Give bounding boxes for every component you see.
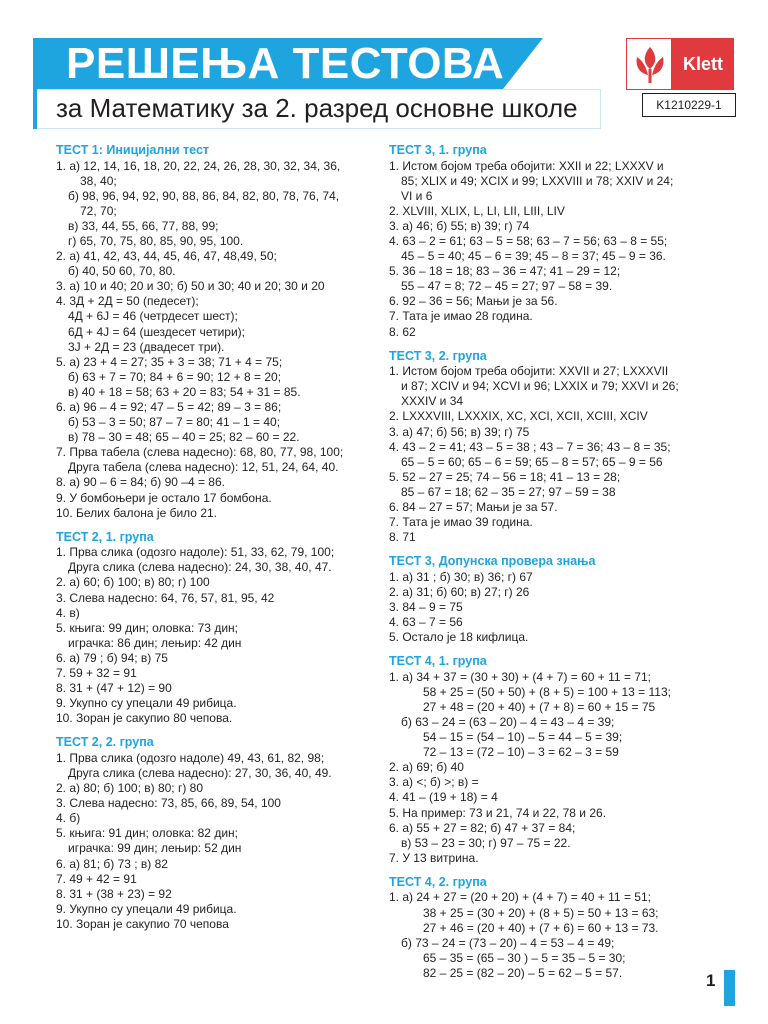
answer-line: 27 + 48 = (20 + 40) + (7 + 8) = 60 + 15 = 75 (423, 699, 656, 714)
test-section (56, 530, 396, 727)
answer-line: 55 – 47 = 8; 72 – 45 = 27; 97 – 58 = 39. (401, 279, 613, 294)
answer-line: 4. в) (56, 605, 80, 620)
answer-line: 7. Прва табела (слева надесно): 68, 80, 77, 98, 100; (56, 445, 344, 460)
title-banner-tail (503, 38, 543, 89)
klett-logo-mark (626, 38, 672, 90)
answer-line: 8. а) 90 – 6 = 84; б) 90 –4 = 86. (56, 475, 225, 490)
answer-line: 10. Зоран је сакупио 70 чепова (56, 916, 229, 931)
answer-line: 38 + 25 = (30 + 20) + (8 + 5) = 50 + 13 = 63; (423, 905, 659, 920)
answer-line: 9. Укупно су упецали 49 рибица. (56, 696, 237, 711)
answer-line: 38, 40; (80, 173, 117, 188)
left-column (56, 143, 396, 941)
answer-line: в) 53 – 23 = 30; г) 97 – 75 = 22. (401, 835, 571, 850)
answer-line: 5. књига: 99 дин; оловка: 73 дин; (56, 620, 238, 635)
answer-line: в) 33, 44, 55, 66, 77, 88, 99; (68, 218, 219, 233)
answer-line: 10. Белих балона је било 21. (56, 505, 217, 520)
answer-line: 54 – 15 = (54 – 10) – 5 = 44 – 5 = 39; (423, 730, 623, 745)
section-title: ТЕСТ 4, 2. група (389, 874, 487, 889)
answer-line: 5. 36 – 18 = 18; 83 – 36 = 47; 41 – 29 = 12; (389, 264, 621, 279)
answer-line: 3. Слева надесно: 73, 85, 66, 89, 54, 100 (56, 796, 281, 811)
answer-line: 7. Тата је имао 28 година. (389, 309, 533, 324)
answer-line: г) 65, 70, 75, 80, 85, 90, 95, 100. (68, 233, 244, 248)
answer-line: 1. Прва слика (одозго надоле) 49, 43, 61, 82, 98; (56, 750, 325, 765)
answer-line: 72, 70; (80, 203, 117, 218)
section-title: ТЕСТ 3, 2. група (389, 348, 487, 363)
answer-line: 82 – 25 = (82 – 20) – 5 = 62 – 5 = 57. (423, 965, 623, 980)
section-title: ТЕСТ 2, 2. група (56, 735, 154, 750)
answer-line: 58 + 25 = (50 + 50) + (8 + 5) = 100 + 13 = 113; (423, 684, 671, 699)
answer-line: 65 – 5 = 60; 65 – 6 = 59; 65 – 8 = 57; 65 – 9 = 56 (401, 454, 663, 469)
answer-line: 3. Слева надесно: 64, 76, 57, 81, 95, 42 (56, 590, 275, 605)
answer-line: б) 63 – 24 = (63 – 20) – 4 = 43 – 4 = 39; (401, 715, 615, 729)
answer-line: 5. На пример: 73 и 21, 74 и 22, 78 и 26. (389, 805, 607, 820)
answer-line: 6Д + 4Ј = 64 (шездесет четири); (68, 324, 245, 339)
answer-line: 85; XLIX и 49; XCIX и 99; LXXVIII и 78; XXIV и 24; (401, 173, 674, 188)
answer-line: 1. а) 24 + 27 = (20 + 20) + (4 + 7) = 40 + 11 = 51; (389, 890, 651, 905)
klett-logo-text: Klett (672, 38, 734, 90)
answer-line: 1. Истом бојом треба обојити: XXII и 22; LXXXV и (389, 158, 664, 173)
answer-line: Друга слика (слева надесно): 24, 30, 38, 40, 47. (68, 560, 332, 575)
answer-line: 6. 92 – 36 = 56; Мањи је за 56. (389, 294, 558, 309)
answer-line: 8. 62 (389, 324, 416, 339)
answer-line: 5. а) 23 + 4 = 27; 35 + 3 = 38; 71 + 4 = 75; (56, 354, 283, 369)
right-column (389, 143, 739, 990)
answer-line: в) 40 + 18 = 58; 63 + 20 = 83; 54 + 31 = 85. (68, 384, 301, 399)
answer-line: 6. а) 96 – 4 = 92; 47 – 5 = 42; 89 – 3 = 86; (56, 400, 282, 414)
answer-line: 7. 49 + 42 = 91 (56, 871, 137, 886)
answer-line: играчка: 86 дин; лењир: 42 дин (68, 635, 242, 650)
answer-line: 3Ј + 2Д = 23 (двадесет три). (68, 339, 225, 354)
answer-line: 3. а) 46; б) 55; в) 39; г) 74 (389, 218, 530, 233)
answer-line: 5. Остало је 18 кифлица. (389, 630, 529, 645)
answer-line: 2. XLVIII, XLIX, L, LI, LII, LIII, LIV (389, 203, 565, 218)
answer-line: б) 53 – 3 = 50; 87 – 7 = 80; 41 – 1 = 40; (68, 415, 281, 430)
answer-line: 2. а) 69; б) 40 (389, 760, 464, 775)
answer-line: б) 40, 50 60, 70, 80. (68, 264, 176, 279)
answer-line: 45 – 5 = 40; 45 – 6 = 39; 45 – 8 = 37; 45 – 9 = 36. (401, 249, 666, 264)
answer-line: в) 78 – 30 = 48; 65 – 40 = 25; 82 – 60 = 22. (68, 430, 300, 445)
answer-line: 3. а) 10 и 40; 20 и 30; б) 50 и 30; 40 и 20; 30 и 20 (56, 279, 325, 294)
answer-line: 85 – 67 = 18; 62 – 35 = 27; 97 – 59 = 38 (401, 484, 616, 499)
answer-line: 6. 84 – 27 = 57; Мањи је за 57. (389, 499, 558, 514)
answer-line: 3. 84 – 9 = 75 (389, 599, 463, 614)
page-title: РЕШЕЊА ТЕСТОВА (66, 39, 505, 88)
section-title: ТЕСТ 4, 1. група (389, 654, 487, 669)
answer-line: 6. а) 79 ; б) 94; в) 75 (56, 650, 168, 665)
page-number: 1 (706, 971, 716, 990)
answer-line: б) 98, 96, 94, 92, 90, 88, 86, 84, 82, 80, 78, 76, 74, (68, 188, 340, 203)
answer-line: 4. 3Д + 2Д = 50 (педесет); (56, 294, 199, 309)
answer-line: 1. а) 34 + 37 = (30 + 30) + (4 + 7) = 60 + 11 = 71; (389, 669, 651, 684)
test-section (389, 349, 739, 546)
test-section (56, 143, 396, 521)
answer-line: 8. 71 (389, 530, 416, 545)
answer-line: 65 – 35 = (65 – 30 ) – 5 = 35 – 5 = 30; (423, 950, 626, 965)
answer-line: 7. 59 + 32 = 91 (56, 666, 137, 680)
answer-line: 2. а) 31; б) 60; в) 27; г) 26 (389, 584, 530, 599)
answer-line: 2. LXXXVIII, LXXXIX, XC, XCI, XCII, XCIII, XCIV (389, 409, 648, 424)
answer-line: 9. Укупно су упецали 49 рибица. (56, 901, 237, 916)
answer-line: 4. 41 – (19 + 18) = 4 (389, 790, 498, 805)
answer-line: б) 63 + 7 = 70; 84 + 6 = 90; 12 + 8 = 20; (68, 369, 282, 384)
answer-line: 1. Прва слика (одозго надоле): 51, 33, 62, 79, 100; (56, 545, 335, 560)
answer-line: б) 73 – 24 = (73 – 20) – 4 = 53 – 4 = 49; (401, 935, 615, 950)
section-title: ТЕСТ 3, 1. група (389, 143, 487, 157)
answer-line: играчка: 99 дин; лењир: 52 дин (68, 841, 242, 856)
answer-line: и 87; XCIV и 94; XCVI и 96; LXXIX и 79; XXVI и 26; (401, 379, 679, 394)
answer-line: 3. а) <; б) >; в) = (389, 775, 479, 790)
answer-line: Друга табела (слева надесно): 12, 51, 24, 64, 40. (68, 460, 339, 475)
test-section (56, 735, 396, 932)
answer-line: 7. У 13 витрина. (389, 850, 479, 865)
answer-line: 10. Зоран је сакупио 80 чепова. (56, 711, 233, 726)
answer-line: 4. б) (56, 811, 81, 826)
answer-line: 9. У бомбоњери је остало 17 бомбона. (56, 490, 272, 505)
product-code: K1210229-1 (642, 93, 736, 117)
answer-line: 8. 31 + (47 + 12) = 90 (56, 681, 172, 696)
answer-line: XXXIV и 34 (401, 394, 464, 409)
answer-line: 4. 43 – 2 = 41; 43 – 5 = 38 ; 43 – 7 = 36; 43 – 8 = 35; (389, 439, 671, 454)
answer-line: 1. а) 31 ; б) 30; в) 36; г) 67 (389, 569, 533, 584)
klett-logo (626, 38, 734, 90)
answer-line: 6. а) 55 + 27 = 82; б) 47 + 37 = 84; (389, 820, 576, 835)
answer-line: 7. Тата је имао 39 година. (389, 515, 533, 530)
klett-tree-icon (627, 39, 673, 91)
test-section (389, 143, 739, 340)
answer-line: 4. 63 – 7 = 56 (389, 615, 463, 630)
answer-line: 8. 31 + (38 + 23) = 92 (56, 886, 172, 901)
page-number-bar (724, 970, 735, 1006)
answer-line: 4Д + 6Ј = 46 (четрдесет шест); (68, 309, 238, 324)
answer-line: 6. а) 81; б) 73 ; в) 82 (56, 856, 168, 871)
answer-line: 72 – 13 = (72 – 10) – 3 = 62 – 3 = 59 (423, 745, 619, 760)
page-subtitle: за Математику за 2. разред основне школе (56, 93, 578, 123)
test-section (389, 875, 739, 981)
test-section (389, 554, 739, 645)
test-section (389, 654, 739, 866)
answer-line: 2. а) 80; б) 100; в) 80; г) 80 (56, 781, 204, 796)
section-title: ТЕСТ 3, Допунска провера знања (389, 554, 596, 569)
answer-line: 4. 63 – 2 = 61; 63 – 5 = 58; 63 – 7 = 56; 63 – 8 = 55; (389, 233, 668, 248)
section-title: ТЕСТ 1: Иницијални тест (56, 143, 210, 157)
answer-line: 1. а) 12, 14, 16, 18, 20, 22, 24, 26, 28, 30, 32, 34, 36, (56, 158, 341, 173)
answer-line: 2. а) 41, 42, 43, 44, 45, 46, 47, 48,49, 50; (56, 249, 277, 264)
answer-line: VI и 6 (401, 188, 433, 203)
section-title: ТЕСТ 2, 1. група (56, 529, 154, 544)
answer-line: 5. књига: 91 дин; оловка: 82 дин; (56, 826, 238, 841)
answer-line: 2. а) 60; б) 100; в) 80; г) 100 (56, 575, 210, 590)
answer-line: Друга слика (слева надесно): 27, 30, 36, 40, 49. (68, 765, 332, 780)
answer-line: 1. Истом бојом треба обојити: XXVII и 27; LXXXVII (389, 364, 669, 379)
answer-line: 5. 52 – 27 = 25; 74 – 56 = 18; 41 – 13 = 28; (389, 469, 621, 484)
answer-line: 3. а) 47; б) 56; в) 39; г) 75 (389, 424, 530, 439)
answer-line: 27 + 46 = (20 + 40) + (7 + 6) = 60 + 13 = 73. (423, 920, 659, 935)
